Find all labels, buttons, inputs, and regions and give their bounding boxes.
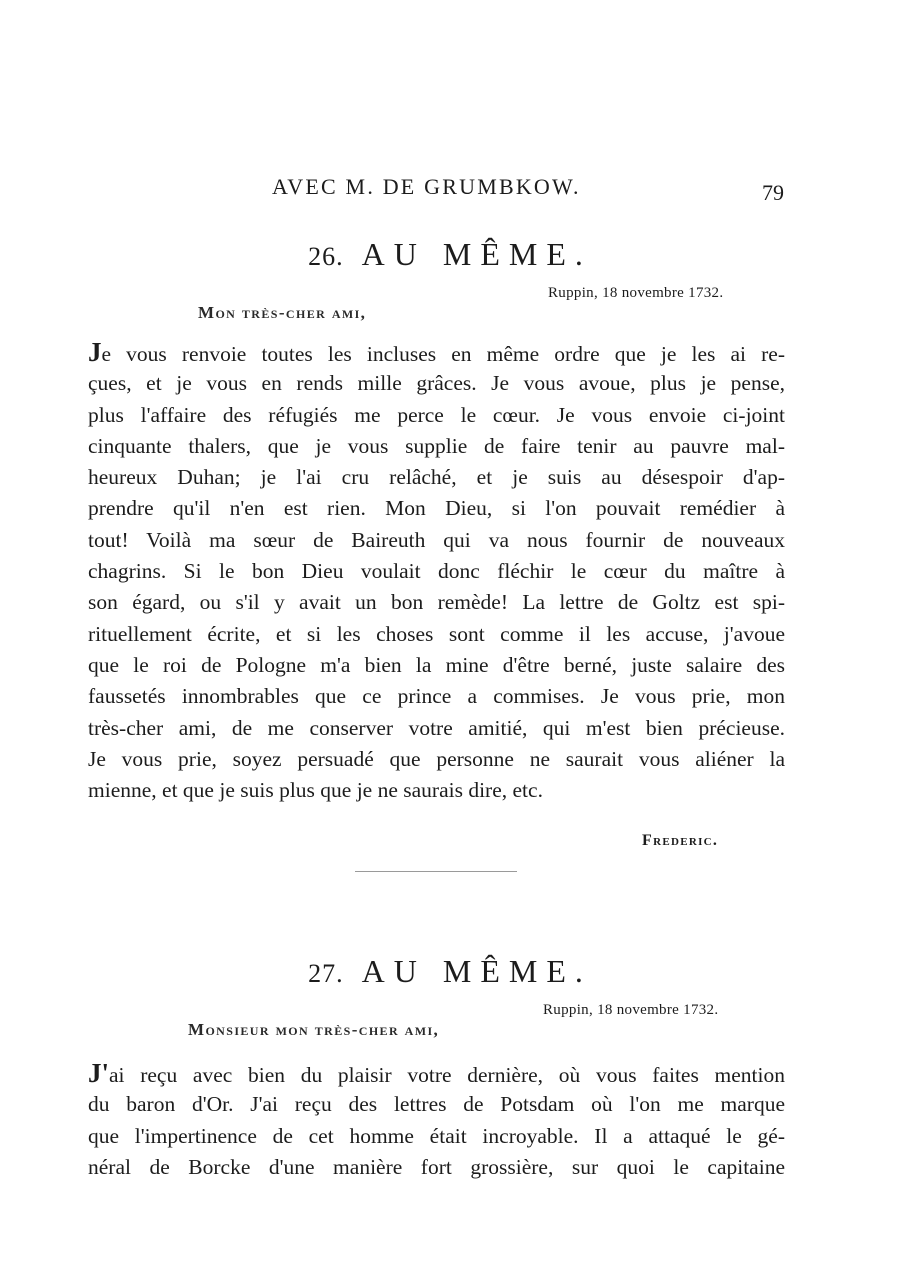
text-line: prendre qu'il n'en est rien. Mon Dieu, si l'on pouvait remédier à [88, 496, 785, 521]
text-line: néral de Borcke d'une manière fort grossière, sur quoi le capitaine [88, 1154, 785, 1179]
text-line: plus l'affaire des réfugiés me perce le cœur. Je vous envoie ci-joint [88, 402, 785, 427]
text-line: J'ai reçu avec bien du plaisir votre dernière, où vous faites mention [88, 1058, 785, 1088]
letter-heading: AU MÊME. [361, 236, 592, 272]
letter-27-title [0, 953, 900, 990]
letter-number: 26. [308, 242, 344, 271]
text-line: rituellement écrite, et si les choses sont comme il les accuse, j'avoue [88, 621, 785, 646]
letter-heading: AU MÊME. [361, 953, 592, 989]
text-line: son égard, ou s'il y avait un bon remède! La lettre de Goltz est spi- [88, 590, 785, 615]
text-line: cinquante thalers, que je vous supplie de faire tenir au pauvre mal- [88, 433, 785, 458]
section-separator [355, 871, 517, 872]
text-line: faussetés innombrables que ce prince a commises. Je vous prie, mon [88, 684, 785, 709]
letter-number: 27. [308, 959, 344, 988]
text-line: tout! Voilà ma sœur de Baireuth qui va nous fournir de nouveaux [88, 527, 785, 552]
letter-26-title [0, 236, 900, 273]
text-line: Je vous renvoie toutes les incluses en même ordre que je les ai re- [88, 337, 785, 367]
letter-26-dateline: Ruppin, 18 novembre 1732. [548, 285, 724, 301]
text-line: du baron d'Or. J'ai reçu des lettres de Potsdam où l'on me marque [88, 1092, 785, 1117]
text-line: çues, et je vous en rends mille grâces. Je vous avoue, plus je pense, [88, 371, 785, 396]
running-head: AVEC M. DE GRUMBKOW. [272, 174, 581, 199]
text-line: très-cher ami, de me conserver votre amitié, qui m'est bien précieuse. [88, 715, 785, 740]
letter-27-salutation: Monsieur mon très-cher ami, [188, 1020, 440, 1039]
text-line: Je vous prie, soyez persuadé que personne ne saurait vous aliéner la [88, 746, 785, 771]
page-number: 79 [762, 180, 784, 205]
text-line: chagrins. Si le bon Dieu voulait donc fléchir le cœur du maître à [88, 559, 785, 584]
letter-26-salutation: Mon très-cher ami, [198, 303, 367, 322]
letter-26-body [88, 337, 785, 806]
letter-27-body [88, 1058, 785, 1183]
letter-26-signature: Frederic. [642, 832, 719, 849]
text-line: heureux Duhan; je l'ai cru relâché, et je suis au désespoir d'ap- [88, 465, 785, 490]
text-line: que le roi de Pologne m'a bien la mine d'être berné, juste salaire des [88, 652, 785, 677]
text-line: mienne, et que je suis plus que je ne saurais dire, etc. [88, 778, 543, 803]
text-line: que l'impertinence de cet homme était incroyable. Il a attaqué le gé- [88, 1123, 785, 1148]
letter-27-dateline: Ruppin, 18 novembre 1732. [543, 1002, 719, 1018]
